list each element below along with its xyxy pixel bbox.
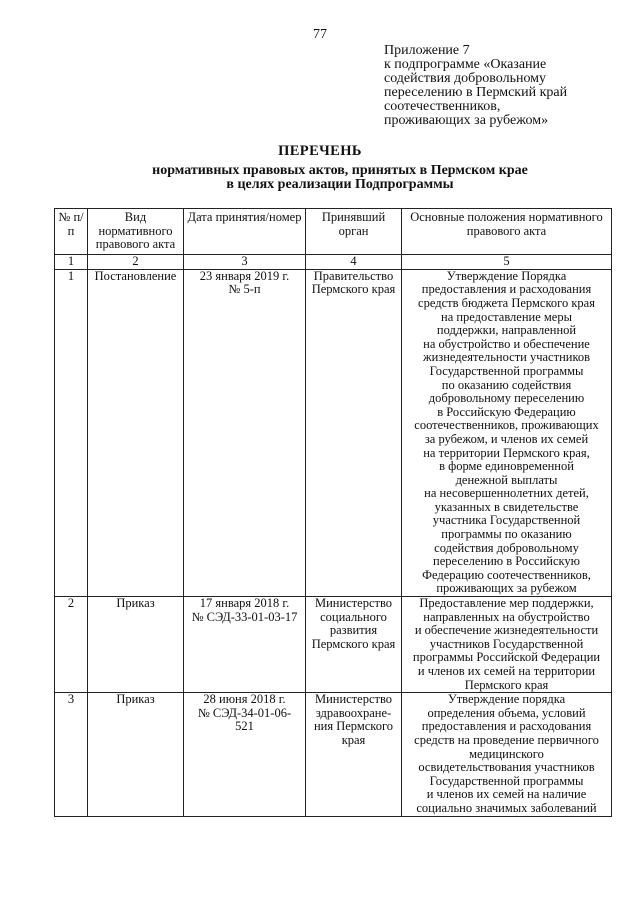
page-number: 77 xyxy=(313,27,327,42)
table-row xyxy=(55,693,612,816)
appendix-line: содействия добровольному xyxy=(384,71,547,86)
document-title: ПЕРЕЧЕНЬ xyxy=(278,143,362,159)
main-provisions: Утверждение порядка определения объема, условий предоставления и расходования средств на проведение первичного медицинского освидетельствования участников Государственной программы и членов их семей на наличие социально значимых заболеваний xyxy=(402,693,612,816)
column-number: 4 xyxy=(306,254,402,269)
table-row xyxy=(55,269,612,596)
header-issuing-body: Принявший орган xyxy=(306,209,402,255)
row-number: 3 xyxy=(55,693,88,816)
header-main-provisions: Основные положения нормативного правового акта xyxy=(402,209,612,255)
subtitle-line: в целях реализации Подпрограммы xyxy=(226,177,454,192)
table-header-row xyxy=(55,209,612,255)
row-number: 2 xyxy=(55,597,88,693)
act-date-number: 23 января 2019 г. № 5-п xyxy=(184,269,306,596)
issuing-body: Министерство социального развития Пермского края xyxy=(306,597,402,693)
header-act-type: Вид нормативного правового акта xyxy=(88,209,184,255)
acts-table xyxy=(54,208,612,817)
table-row xyxy=(55,597,612,693)
header-date-number: Дата принятия/номер xyxy=(184,209,306,255)
header-number: № п/п xyxy=(55,209,88,255)
column-number: 5 xyxy=(402,254,612,269)
column-numbers-row xyxy=(55,254,612,269)
appendix-line: переселению в Пермский край xyxy=(384,85,568,100)
act-type: Постановление xyxy=(88,269,184,596)
issuing-body: Правительство Пермского края xyxy=(306,269,402,596)
column-number: 2 xyxy=(88,254,184,269)
subtitle-line: нормативных правовых актов, принятых в Пермском крае xyxy=(152,163,528,178)
appendix-line: соотечественников, xyxy=(384,99,501,114)
act-date-number: 28 июня 2018 г. № СЭД-34-01-06- 521 xyxy=(184,693,306,816)
main-provisions: Утверждение Порядка предоставления и расходования средств бюджета Пермского края на предоставление меры поддержки, направленной на обустройство и обеспечение жизнедеятельности участников Государственной программы по оказанию содействия добровольному переселению в Российскую Федерацию соотечественников, проживающих за рубежом, и членов их семей на территории Пермского края, в форме единовременной денежной выплаты на несовершеннолетних детей, указанных в свидетельстве участника Государственной программы по оказанию содействия добровольному переселению в Российскую Федерацию соотечественников, проживающих за рубежом xyxy=(402,269,612,596)
act-type: Приказ xyxy=(88,597,184,693)
column-number: 1 xyxy=(55,254,88,269)
appendix-line: проживающих за рубежом» xyxy=(384,113,549,128)
issuing-body: Министерство здравоохране- ния Пермского края xyxy=(306,693,402,816)
appendix-line: к подпрограмме «Оказание xyxy=(384,57,547,72)
row-number: 1 xyxy=(55,269,88,596)
act-date-number: 17 января 2018 г. № СЭД-33-01-03-17 xyxy=(184,597,306,693)
column-number: 3 xyxy=(184,254,306,269)
appendix-line: Приложение 7 xyxy=(384,43,470,58)
appendix-note xyxy=(384,44,624,128)
main-provisions: Предоставление мер поддержки, направленных на обустройство и обеспечение жизнедеятельности участников Государственной программы Российской Федерации и членов их семей на территории Пермского края xyxy=(402,597,612,693)
act-type: Приказ xyxy=(88,693,184,816)
document-subtitle xyxy=(0,164,640,192)
